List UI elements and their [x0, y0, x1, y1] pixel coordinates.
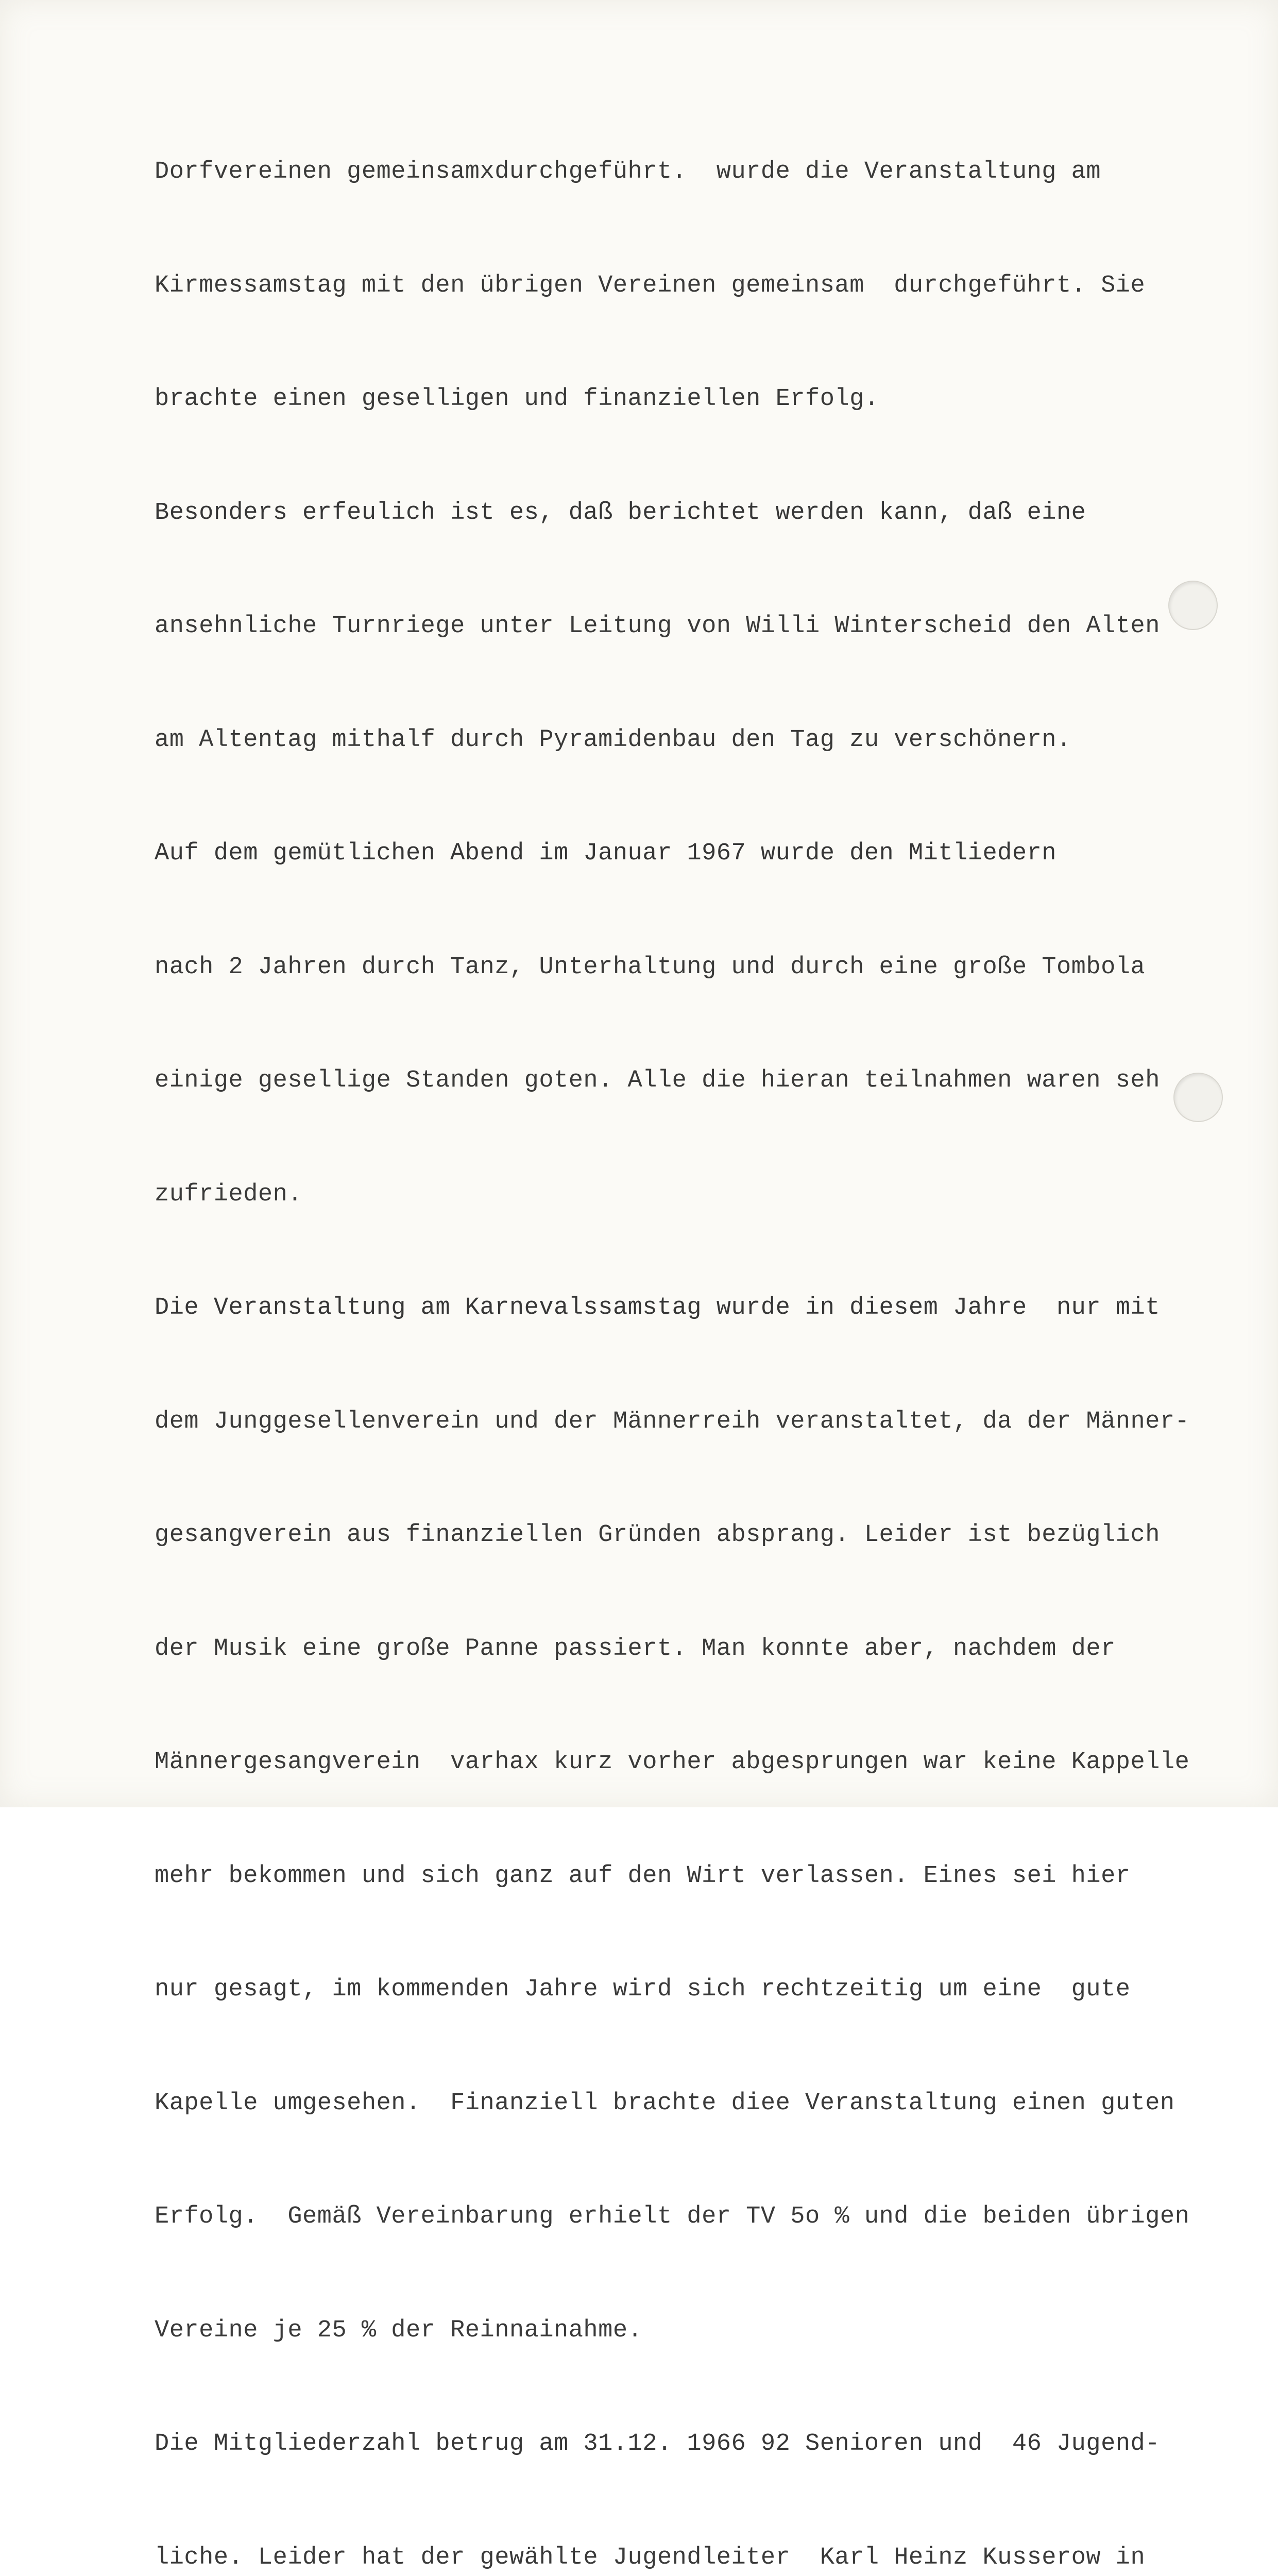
text-line: Vereine je 25 % der Reinnainahme.	[155, 2312, 1226, 2350]
text-line: Die Mitgliederzahl betrug am 31.12. 1966 92 Senioren und 46 Jugend-	[155, 2425, 1226, 2463]
text-line: Erfolg. Gemäß Vereinbarung erhielt der TV 5o % und die beiden übrigen	[155, 2198, 1226, 2236]
text-line: liche. Leider hat der gewählte Jugendleiter Karl Heinz Kusserow in	[155, 2539, 1226, 2576]
text-line: dem Junggesellenverein und der Männerreih veranstaltet, da der Männer-	[155, 1403, 1226, 1441]
text-line: Kapelle umgesehen. Finanziell brachte diee Veranstaltung einen guten	[155, 2084, 1226, 2123]
text-line: mehr bekommen und sich ganz auf den Wirt verlassen. Eines sei hier	[155, 1857, 1226, 1895]
text-line: der Musik eine große Panne passiert. Man konnte aber, nachdem der	[155, 1630, 1226, 1668]
text-line: am Altentag mithalf durch Pyramidenbau den Tag zu verschönern.	[155, 721, 1226, 759]
text-line: zufrieden.	[155, 1176, 1226, 1214]
text-line: Dorfvereinen gemeinsamxdurchgeführt. wurde die Veranstaltung am	[155, 153, 1226, 191]
text-line: einige gesellige Standen goten. Alle die hieran teilnahmen waren seh	[155, 1062, 1226, 1100]
text-line: gesangverein aus finanziellen Gründen absprang. Leider ist bezüglich	[155, 1516, 1226, 1554]
text-line: Auf dem gemütlichen Abend im Januar 1967 wurde den Mitliedern	[155, 835, 1226, 873]
text-line: Männergesangverein varhax kurz vorher abgesprungen war keine Kappelle	[155, 1743, 1226, 1782]
text-line: ansehnliche Turnriege unter Leitung von Willi Winterscheid den Alten	[155, 607, 1226, 646]
text-line: Die Veranstaltung am Karnevalssamstag wurde in diesem Jahre nur mit	[155, 1289, 1226, 1327]
typed-report-body	[155, 77, 1226, 2576]
text-line: Kirmessamstag mit den übrigen Vereinen gemeinsam durchgeführt. Sie	[155, 267, 1226, 305]
text-line: nur gesagt, im kommenden Jahre wird sich rechtzeitig um eine gute	[155, 1971, 1226, 2009]
text-line: nach 2 Jahren durch Tanz, Unterhaltung und durch eine große Tombola	[155, 948, 1226, 987]
text-line: brachte einen geselligen und finanziellen Erfolg.	[155, 380, 1226, 418]
text-line: Besonders erfeulich ist es, daß berichtet werden kann, daß eine	[155, 494, 1226, 532]
